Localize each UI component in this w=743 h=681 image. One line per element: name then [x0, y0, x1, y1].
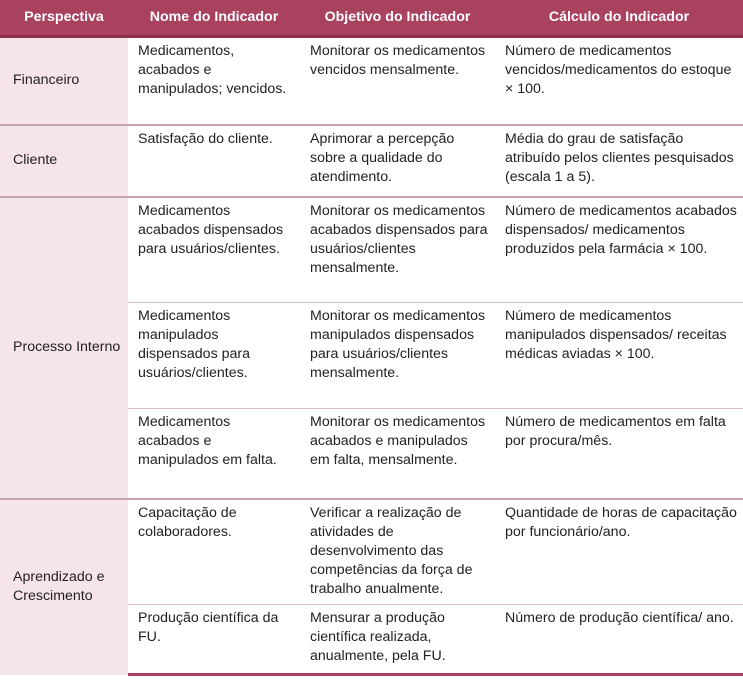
perspective-aprendizado-crescimento: Aprendizado e Crescimento — [0, 499, 128, 675]
header-perspectiva: Perspectiva — [0, 0, 128, 37]
header-nome: Nome do Indicador — [128, 0, 300, 37]
indicator-objective: Mensurar a produção científica realizada, anualmente, pela FU. — [300, 605, 495, 675]
table-row — [0, 197, 743, 303]
indicator-calculation: Número de produção científica/ ano. — [495, 605, 743, 675]
indicator-calculation: Número de medicamentos acabados dispensados/ medicamentos produzidos pela farmácia × 100. — [495, 197, 743, 303]
header-calculo: Cálculo do Indicador — [495, 0, 743, 37]
indicator-name: Satisfação do cliente. — [128, 125, 300, 197]
indicator-objective: Monitorar os medicamentos acabados dispensados para usuários/clientes mensalmente. — [300, 197, 495, 303]
table-body — [0, 37, 743, 675]
perspective-processo-interno: Processo Interno — [0, 197, 128, 499]
indicator-objective: Monitorar os medicamentos manipulados dispensados para usuários/clientes mensalmente. — [300, 303, 495, 409]
indicator-calculation: Quantidade de horas de capacitação por funcionário/ano. — [495, 499, 743, 605]
header-objetivo: Objetivo do Indicador — [300, 0, 495, 37]
indicator-name: Medicamentos manipulados dispensados para usuários/clientes. — [128, 303, 300, 409]
table-row — [0, 499, 743, 605]
table-header — [0, 0, 743, 37]
perspective-cliente: Cliente — [0, 125, 128, 197]
indicator-name: Medicamentos acabados e manipulados em falta. — [128, 409, 300, 499]
indicator-calculation: Média do grau de satisfação atribuído pelos clientes pesquisados (escala 1 a 5). — [495, 125, 743, 197]
indicator-calculation: Número de medicamentos vencidos/medicamentos do estoque × 100. — [495, 37, 743, 125]
indicator-objective: Aprimorar a percepção sobre a qualidade do atendimento. — [300, 125, 495, 197]
indicator-calculation: Número de medicamentos em falta por procura/mês. — [495, 409, 743, 499]
indicator-name: Medicamentos, acabados e manipulados; vencidos. — [128, 37, 300, 125]
indicator-objective: Monitorar os medicamentos acabados e manipulados em falta, mensalmente. — [300, 409, 495, 499]
indicator-objective: Monitorar os medicamentos vencidos mensalmente. — [300, 37, 495, 125]
table-row — [0, 125, 743, 197]
indicator-name: Medicamentos acabados dispensados para usuários/clientes. — [128, 197, 300, 303]
indicator-name: Produção científica da FU. — [128, 605, 300, 675]
perspective-financeiro: Financeiro — [0, 37, 128, 125]
indicator-objective: Verificar a realização de atividades de desenvolvimento das competências da força de trabalho anualmente. — [300, 499, 495, 605]
indicator-name: Capacitação de colaboradores. — [128, 499, 300, 605]
indicator-calculation: Número de medicamentos manipulados dispensados/ receitas médicas aviadas × 100. — [495, 303, 743, 409]
table-row — [0, 37, 743, 125]
